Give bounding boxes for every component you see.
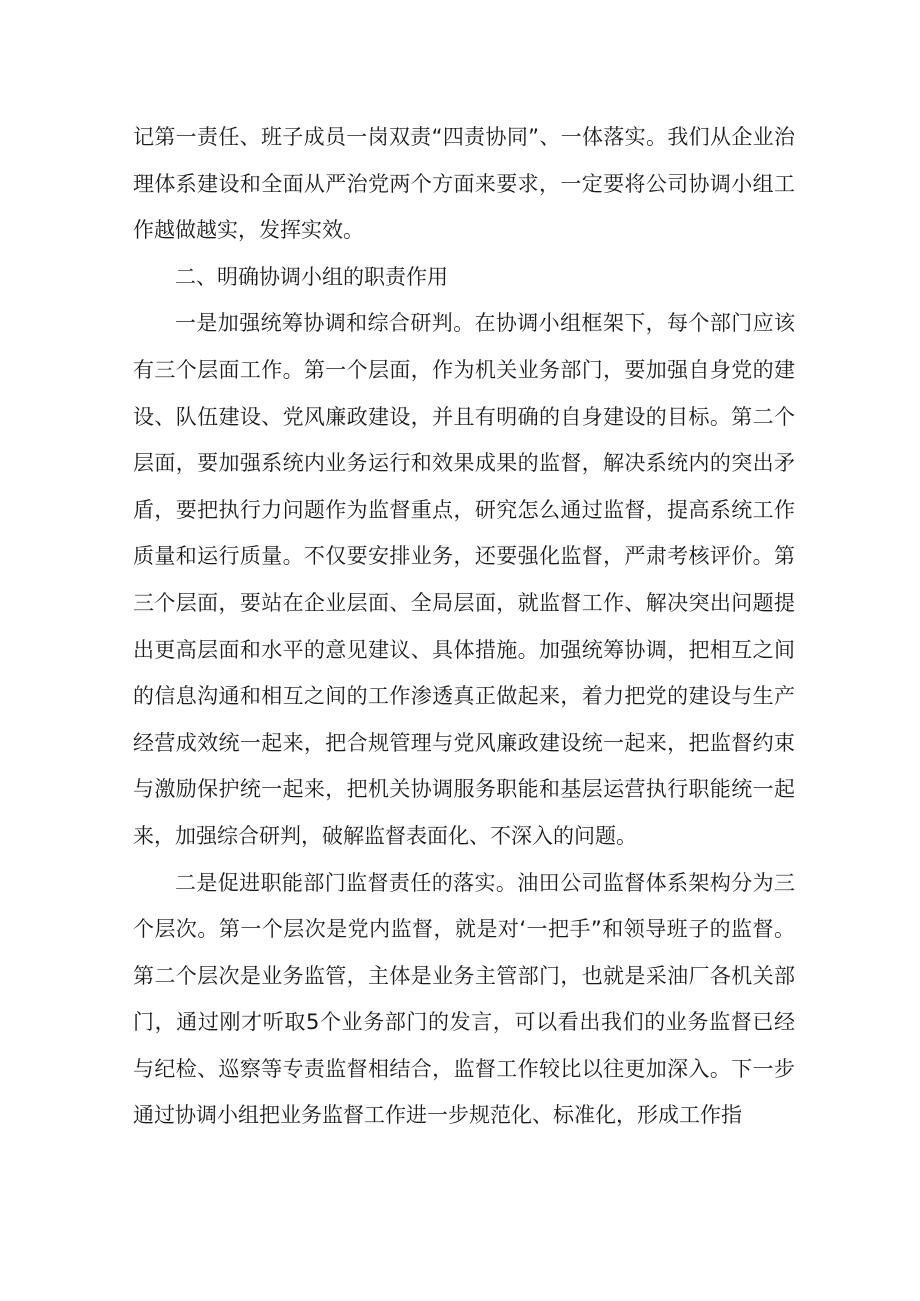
- paragraph-point-one: 一是加强统筹协调和综合研判。在协调小组框架下，每个部门应该有三个层面工作。第一个层面，作为机关业务部门，要加强自身党的建设、队伍建设、党风廉政建设，并且有明确的自身建设的目标。第二个层面，要加强系统内业务运行和效果成果的监督，解决系统内的突出矛盾，要把执行力问题作为监督重点，研究怎么通过监督，提高系统工作质量和运行质量。不仅要安排业务，还要强化监督，严肃考核评价。第三个层面，要站在企业层面、全局层面，就监督工作、解决突出问题提出更高层面和水平的意见建议、具体措施。加强统筹协调，把相互之间的信息沟通和相互之间的工作渗透真正做起来，着力把党的建设与生产经营成效统一起来，把合规管理与党风廉政建设统一起来，把监督约束与激励保护统一起来，把机关协调服务职能和基层运营执行职能统一起来，加强综合研判，破解监督表面化、不深入的问题。: [133, 311, 795, 848]
- section-heading: 二、明确协调小组的职责作用: [175, 264, 448, 289]
- paragraph-point-two: 二是促进职能部门监督责任的落实。油田公司监督体系架构分为三个层次。第一个层次是党内监督，就是对‘一把手”和领导班子的监督。第二个层次是业务监管，主体是业务主管部门，也就是采油厂各机关部门，通过刚才听取5个业务部门的发言，可以看出我们的业务监督已经与纪检、巡察等专责监督相结合，监督工作较比以往更加深入。下一步通过协调小组把业务监督工作进一步规范化、标准化，形成工作指: [133, 870, 795, 1128]
- document-body: [133, 114, 795, 1139]
- paragraph-continuation: 记第一责任、班子成员一岗双责“四责协同”、一体落实。我们从企业治理体系建设和全面从严治党两个方面来要求，一定要将公司协调小组工作越做越实，发挥实效。: [133, 125, 795, 243]
